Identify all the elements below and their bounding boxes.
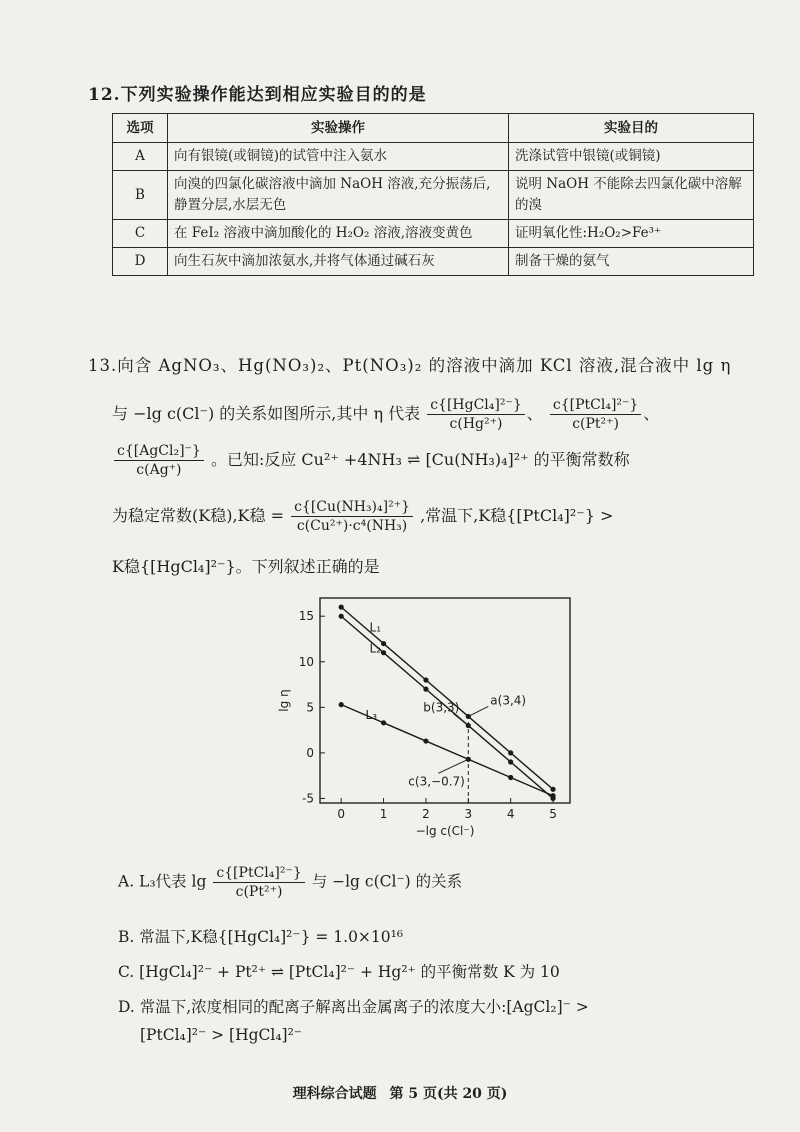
x-tick-label: 3 [464, 807, 473, 821]
option-a-tail: 与 −lg c(Cl⁻) 的关系 [311, 872, 463, 891]
row-operation: 向有银镜(或铜镜)的试管中注入氨水 [168, 143, 509, 171]
data-point [381, 641, 386, 646]
fraction-denominator: c(Pt²⁺) [572, 416, 620, 432]
data-point [466, 757, 471, 762]
header-operation: 实验操作 [168, 114, 509, 143]
q13-line2-text: 与 −lg c(Cl⁻) 的关系如图所示,其中 η 代表 [112, 404, 421, 423]
table-row [113, 171, 754, 220]
x-axis-label: −lg c(Cl⁻) [415, 824, 475, 838]
row-option: B [113, 171, 168, 220]
annotation-pointer [468, 706, 488, 716]
fraction-denominator: c(Ag⁺) [136, 462, 182, 478]
q13-line4-tail: ,常温下,K稳{[PtCl₄]²⁻} > [420, 506, 614, 525]
data-point [423, 687, 428, 692]
fraction-denominator: c(Hg²⁺) [449, 416, 503, 432]
data-point [466, 714, 471, 719]
q13-line1: 13.向含 AgNO₃、Hg(NO₃)₂、Pt(NO₃)₂ 的溶液中滴加 KCl 溶液,混合液中 lg η [88, 356, 732, 375]
fraction-hg [427, 396, 525, 433]
point-annotation: c(3,−0.7) [408, 774, 465, 789]
fraction-option-a [213, 864, 304, 901]
q13-line4 [112, 498, 613, 535]
row-goal: 洗涤试管中银镜(或铜镜) [509, 143, 754, 171]
x-tick-label: 1 [379, 807, 388, 821]
data-point [508, 775, 513, 780]
footer-page: 第 5 页(共 20 页) [389, 1086, 508, 1102]
q13-line2 [112, 396, 659, 433]
data-point [508, 759, 513, 764]
data-point [508, 750, 513, 755]
fraction-pt [550, 396, 641, 433]
row-goal: 证明氧化性:H₂O₂>Fe³⁺ [509, 220, 754, 248]
option-a [118, 864, 462, 901]
data-point [423, 677, 428, 682]
q13-line3-text: 。已知:反应 Cu²⁺ +4NH₃ ⇌ [Cu(NH₃)₄]²⁺ 的平衡常数称 [210, 450, 630, 469]
q12-stem: 12.下列实验操作能达到相应实验目的的是 [88, 85, 427, 105]
q13-line3 [112, 442, 630, 479]
row-option: A [113, 143, 168, 171]
y-tick-label: 0 [306, 745, 314, 760]
table-row [113, 220, 754, 248]
data-point [423, 738, 428, 743]
table-row [113, 143, 754, 171]
header-option: 选项 [113, 114, 168, 143]
q13-line4-text: 为稳定常数(K稳),K稳 = [112, 506, 284, 525]
fraction-k-stable [291, 498, 413, 535]
series-label: L₂ [369, 641, 382, 656]
y-tick-label: 10 [298, 654, 314, 669]
fraction-numerator: c{[PtCl₄]²⁻} [213, 864, 304, 883]
separator: 、 [526, 404, 543, 423]
option-d-line1: D. 常温下,浓度相同的配离子解离出金属离子的浓度大小:[AgCl₂]⁻ > [118, 998, 589, 1016]
data-point [550, 793, 555, 798]
data-point [550, 787, 555, 792]
y-tick-label: -5 [302, 791, 314, 806]
fraction-numerator: c{[HgCl₄]²⁻} [427, 396, 525, 415]
data-point [381, 650, 386, 655]
x-tick-label: 0 [337, 807, 346, 821]
row-operation: 向生石灰中滴加浓氨水,并将气体通过碱石灰 [168, 248, 509, 276]
option-d-line2: [PtCl₄]²⁻ > [HgCl₄]²⁻ [140, 1026, 302, 1044]
fraction-ag [114, 442, 204, 479]
q13-line5: K稳{[HgCl₄]²⁻}。下列叙述正确的是 [112, 557, 380, 576]
footer-title: 理科综合试题 [292, 1086, 377, 1102]
fraction-numerator: c{[Cu(NH₃)₄]²⁺} [291, 498, 413, 517]
option-a-text: A. L₃代表 lg [118, 872, 207, 891]
series-label: L₃ [365, 707, 378, 722]
row-goal: 制备干燥的氨气 [509, 248, 754, 276]
row-goal: 说明 NaOH 不能除去四氯化碳中溶解的溴 [509, 171, 754, 220]
data-point [339, 702, 344, 707]
annotation-pointer [438, 759, 468, 773]
fraction-denominator: c(Pt²⁺) [235, 884, 283, 900]
q12-table [112, 113, 754, 276]
data-point [381, 720, 386, 725]
row-option: D [113, 248, 168, 276]
row-operation: 向溴的四氯化碳溶液中滴加 NaOH 溶液,充分振荡后,静置分层,水层无色 [168, 171, 509, 220]
data-point [339, 605, 344, 610]
fraction-numerator: c{[AgCl₂]⁻} [114, 442, 204, 461]
option-b: B. 常温下,K稳{[HgCl₄]²⁻} = 1.0×10¹⁶ [118, 928, 404, 946]
option-c: C. [HgCl₄]²⁻ + Pt²⁺ ⇌ [PtCl₄]²⁻ + Hg²⁺ 的平衡常数 K 为 10 [118, 963, 560, 981]
point-annotation: b(3,3) [423, 700, 460, 715]
series-label: L₁ [369, 620, 382, 635]
point-annotation: a(3,4) [490, 693, 527, 708]
y-tick-label: 5 [306, 700, 314, 715]
fraction-numerator: c{[PtCl₄]²⁻} [550, 396, 641, 415]
table-row [113, 248, 754, 276]
data-point [339, 614, 344, 619]
x-tick-label: 5 [549, 807, 557, 821]
row-option: C [113, 220, 168, 248]
x-tick-label: 2 [422, 807, 430, 821]
table-header-row [113, 114, 754, 143]
y-axis-label: lg η [277, 689, 291, 712]
y-tick-label: 15 [298, 609, 314, 624]
chart [272, 590, 602, 850]
x-tick-label: 4 [506, 807, 515, 821]
row-operation: 在 FeI₂ 溶液中滴加酸化的 H₂O₂ 溶液,溶液变黄色 [168, 220, 509, 248]
separator: 、 [643, 404, 660, 423]
chart-svg [272, 590, 602, 850]
header-goal: 实验目的 [509, 114, 754, 143]
fraction-denominator: c(Cu²⁺)·c⁴(NH₃) [296, 518, 408, 534]
page-footer [0, 1083, 800, 1103]
